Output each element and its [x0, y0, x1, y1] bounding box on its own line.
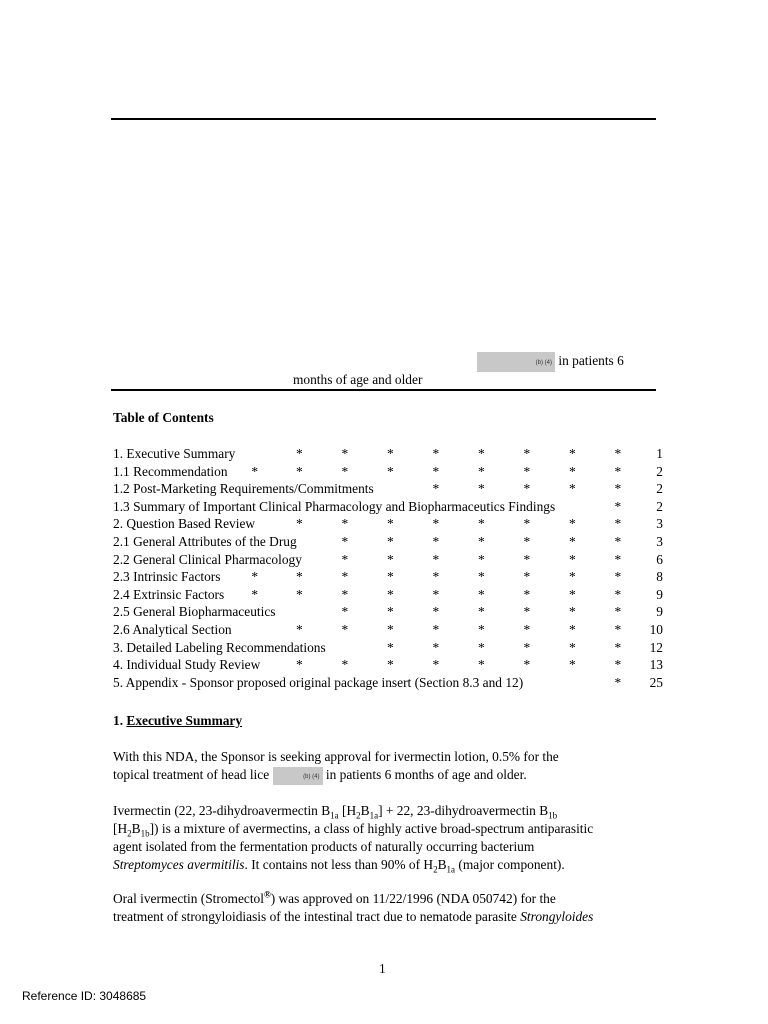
- toc-leader-star: *: [432, 621, 440, 637]
- toc-row: [113, 603, 673, 621]
- toc-leader-star: *: [341, 569, 349, 585]
- toc-leader-star: *: [523, 481, 531, 497]
- redaction-label: (b) (4): [535, 359, 552, 366]
- toc-entry-title: 5. Appendix - Sponsor proposed original package insert (Section 8.3 and 12): [113, 674, 524, 690]
- toc-row: [113, 480, 673, 498]
- toc-leader-star: *: [251, 463, 259, 479]
- toc-entry-title: 1.1 Recommendation: [113, 463, 228, 479]
- header-rule: [111, 389, 656, 391]
- toc-leader-star: *: [478, 463, 485, 479]
- paragraph-text: in patients 6 months of age and older.: [325, 767, 527, 782]
- toc-leader-star: *: [296, 621, 303, 637]
- header-fragment-text: in patients 6: [558, 353, 624, 368]
- toc-leader-star: *: [523, 604, 531, 620]
- toc-entry-page: 9: [656, 604, 663, 620]
- toc-entry-page: 8: [656, 569, 663, 585]
- toc-row: [113, 674, 673, 692]
- toc-leader-star: *: [432, 516, 440, 532]
- section-number: 1.: [113, 713, 124, 728]
- toc-leader-star: *: [341, 551, 349, 567]
- toc-leader-star: *: [478, 533, 485, 549]
- toc-entry-title: 1. Executive Summary: [113, 446, 236, 461]
- toc-heading: Table of Contents: [113, 410, 214, 425]
- toc-leader-star: *: [614, 498, 622, 514]
- toc-leader-star: *: [387, 533, 394, 549]
- toc-entry-title: 2.6 Analytical Section: [113, 621, 232, 637]
- toc-leader-star: *: [523, 446, 531, 461]
- toc-leader-star: *: [523, 657, 531, 673]
- toc-leader-star: *: [614, 657, 622, 673]
- toc-leader-star: *: [251, 586, 259, 602]
- toc-leader-star: *: [432, 551, 440, 567]
- table-of-contents: [113, 445, 673, 691]
- toc-leader-star: *: [614, 621, 622, 637]
- toc-entry-title: 2.2 General Clinical Pharmacology: [113, 551, 302, 567]
- toc-row: [113, 498, 673, 516]
- toc-leader-star: *: [569, 516, 576, 532]
- toc-leader-star: *: [341, 533, 349, 549]
- toc-leader-star: *: [387, 463, 394, 479]
- toc-leader-star: *: [432, 481, 440, 497]
- toc-entry-page: 13: [649, 657, 663, 673]
- toc-leader-star: *: [387, 639, 394, 655]
- toc-leader-star: *: [341, 516, 349, 532]
- toc-row: [113, 568, 673, 586]
- toc-leader-star: *: [523, 621, 531, 637]
- toc-leader-star: *: [296, 569, 303, 585]
- toc-leader-star: *: [341, 621, 349, 637]
- paragraph-line: treatment of strongyloidiasis of the intestinal tract due to nematode parasite Strongyloides: [113, 909, 594, 924]
- toc-leader-star: *: [387, 657, 394, 673]
- section-heading: [113, 713, 242, 729]
- paragraph-line: Streptomyces avermitilis. It contains not less than 90% of $H_2B_{1a}$ (major component).: [113, 857, 565, 875]
- toc-entry-title: 2.1 General Attributes of the Drug: [113, 533, 297, 549]
- toc-leader-star: *: [251, 569, 259, 585]
- toc-leader-star: *: [614, 569, 622, 585]
- toc-leader-star: *: [432, 446, 440, 461]
- toc-leader-star: *: [614, 463, 622, 479]
- toc-leader-star: *: [569, 639, 576, 655]
- paragraph-nda: [113, 748, 658, 785]
- toc-entry-page: 25: [649, 674, 663, 690]
- toc-entry-page: 2: [656, 498, 663, 514]
- paragraph-line: [113, 766, 658, 785]
- redaction-label: (b) (4): [303, 773, 320, 780]
- toc-leader-star: *: [432, 639, 440, 655]
- toc-leader-star: *: [341, 586, 349, 602]
- toc-leader-star: *: [296, 657, 303, 673]
- toc-leader-star: *: [478, 586, 485, 602]
- paragraph-stromectol: [113, 890, 658, 926]
- section-title: Executive Summary: [126, 713, 243, 728]
- redaction-box: [273, 767, 323, 785]
- toc-entry-page: 2: [656, 481, 663, 497]
- reference-id: Reference ID: 3048685: [22, 989, 147, 1003]
- toc-leader-star: *: [569, 533, 576, 549]
- top-rule: [111, 118, 656, 120]
- toc-leader-star: *: [523, 569, 531, 585]
- toc-row: [113, 656, 673, 674]
- toc-leader-star: *: [432, 657, 440, 673]
- toc-entry-title: 2. Question Based Review: [113, 516, 256, 532]
- toc-row: [113, 639, 673, 657]
- toc-leader-star: *: [523, 639, 531, 655]
- toc-leader-star: *: [614, 446, 622, 461]
- toc-leader-star: *: [478, 446, 485, 461]
- toc-entry-title: 3. Detailed Labeling Recommendations: [113, 639, 326, 655]
- toc-leader-star: *: [614, 516, 622, 532]
- toc-entry-page: 9: [656, 586, 663, 602]
- toc-leader-star: *: [614, 674, 622, 690]
- toc-leader-star: *: [523, 516, 531, 532]
- toc-leader-star: *: [478, 604, 485, 620]
- toc-leader-star: *: [432, 586, 440, 602]
- toc-entry-title: 1.3 Summary of Important Clinical Pharmacology and Biopharmaceutics Findings: [113, 498, 556, 514]
- toc-entry-page: 12: [649, 639, 663, 655]
- paragraph-line: With this NDA, the Sponsor is seeking approval for ivermectin lotion, 0.5% for the: [113, 749, 559, 764]
- toc-leader-star: *: [387, 569, 394, 585]
- toc-leader-star: *: [478, 569, 485, 585]
- paragraph-line: agent isolated from the fermentation products of naturally occurring bacterium: [113, 839, 535, 854]
- toc-leader-star: *: [478, 481, 485, 497]
- redaction-box: [477, 352, 555, 372]
- toc-entry-title: 4. Individual Study Review: [113, 657, 261, 673]
- toc-leader-star: *: [341, 657, 349, 673]
- toc-row: [113, 463, 673, 481]
- toc-leader-star: *: [569, 446, 576, 461]
- toc-leader-star: *: [387, 551, 394, 567]
- toc-leader-star: *: [478, 621, 485, 637]
- toc-leader-star: *: [296, 586, 303, 602]
- toc-leader-star: *: [478, 639, 485, 655]
- toc-leader-star: *: [296, 446, 303, 461]
- toc-leader-star: *: [614, 533, 622, 549]
- toc-leader-star: *: [569, 463, 576, 479]
- toc-leader-star: *: [569, 481, 576, 497]
- toc-leader-star: *: [569, 586, 576, 602]
- toc-row: [113, 515, 673, 533]
- toc-leader-star: *: [569, 657, 576, 673]
- toc-entry-title: 1.2 Post-Marketing Requirements/Commitments: [113, 481, 374, 497]
- toc-row: [113, 533, 673, 551]
- toc-leader-star: *: [523, 463, 531, 479]
- toc-entry-page: 3: [656, 533, 663, 549]
- toc-leader-star: *: [387, 621, 394, 637]
- toc-leader-star: *: [614, 604, 622, 620]
- toc-leader-star: *: [478, 516, 485, 532]
- toc-entry-page: 3: [656, 516, 663, 532]
- toc-leader-star: *: [478, 551, 485, 567]
- toc-leader-star: *: [569, 569, 576, 585]
- toc-entry-page: 6: [656, 551, 663, 567]
- toc-leader-star: *: [569, 621, 576, 637]
- toc-leader-star: *: [569, 551, 576, 567]
- toc-leader-star: *: [387, 446, 394, 461]
- toc-entry-page: 1: [656, 446, 663, 461]
- toc-leader-star: *: [523, 586, 531, 602]
- toc-entry-page: 2: [656, 463, 663, 479]
- header-fragment: [477, 351, 624, 372]
- toc-leader-star: *: [614, 481, 622, 497]
- toc-entry-page: 10: [649, 621, 663, 637]
- toc-leader-star: *: [614, 639, 622, 655]
- toc-row: [113, 445, 673, 463]
- toc-entry-title: 2.4 Extrinsic Factors: [113, 586, 225, 602]
- toc-leader-star: *: [387, 604, 394, 620]
- toc-leader-star: *: [296, 516, 303, 532]
- toc-leader-star: *: [569, 604, 576, 620]
- toc-row: [113, 551, 673, 569]
- toc-entry-title: 2.3 Intrinsic Factors: [113, 569, 221, 585]
- header-fragment-line2: months of age and older: [293, 372, 423, 387]
- toc-leader-star: *: [432, 463, 440, 479]
- toc-leader-star: *: [523, 551, 531, 567]
- toc-leader-star: *: [432, 569, 440, 585]
- paragraph-line: Oral ivermectin (Stromectol®) was approved on 11/22/1996 (NDA 050742) for the: [113, 889, 556, 906]
- toc-leader-star: *: [614, 586, 622, 602]
- toc-row: [113, 586, 673, 604]
- toc-leader-star: *: [523, 533, 531, 549]
- toc-leader-star: *: [432, 604, 440, 620]
- toc-leader-star: *: [387, 516, 394, 532]
- toc-entry-title: 2.5 General Biopharmaceutics: [113, 604, 276, 620]
- toc-leader-star: *: [387, 586, 394, 602]
- paragraph-line: $[H_2B_{1b}]$) is a mixture of avermectins, a class of highly active broad-spectrum antiparasitic: [113, 821, 594, 839]
- page-number: 1: [379, 961, 386, 976]
- toc-leader-star: *: [432, 533, 440, 549]
- toc-leader-star: *: [341, 604, 349, 620]
- paragraph-ivermectin: [113, 802, 658, 874]
- paragraph-line: Ivermectin (22, 23-dihydroavermectin $B_{1a}$ $[H_2B_{1a}] + 22$, 23-dihydroavermectin $B_{1b}$: [113, 803, 558, 821]
- paragraph-text: topical treatment of head lice: [113, 767, 270, 782]
- toc-leader-star: *: [296, 463, 303, 479]
- toc-leader-star: *: [341, 463, 349, 479]
- toc-row: [113, 621, 673, 639]
- toc-leader-star: *: [341, 446, 349, 461]
- toc-leader-star: *: [614, 551, 622, 567]
- toc-leader-star: *: [478, 657, 485, 673]
